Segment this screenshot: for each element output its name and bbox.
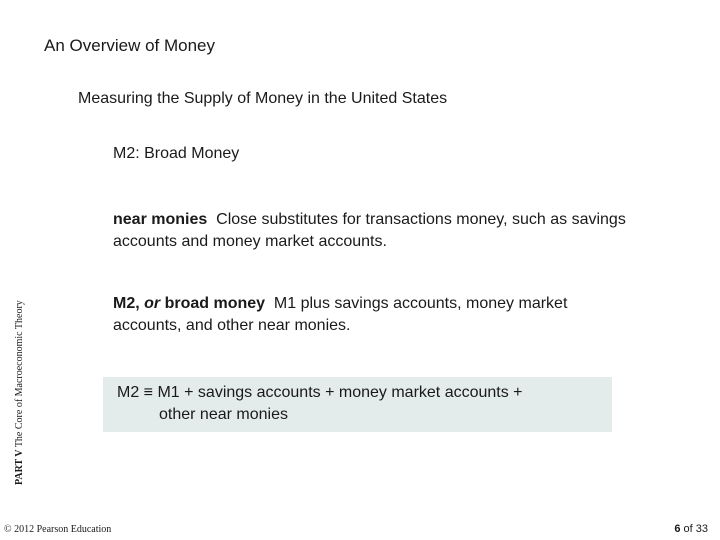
part-label: PART V bbox=[14, 449, 25, 485]
term-suffix: broad money bbox=[160, 295, 266, 312]
definition-term bbox=[113, 295, 265, 312]
slide-subtitle: Measuring the Supply of Money in the United States bbox=[78, 90, 448, 107]
definition-m2 bbox=[113, 293, 593, 337]
m2-formula bbox=[117, 382, 523, 426]
term-italic: or bbox=[144, 295, 161, 312]
definition-term: near monies bbox=[113, 211, 208, 228]
definition-text: M1 plus savings accounts, money market accounts, and other near monies. bbox=[113, 295, 568, 334]
page-current: 6 bbox=[674, 523, 681, 535]
definition-near-monies bbox=[113, 209, 633, 253]
slide-title: An Overview of Money bbox=[44, 36, 216, 55]
part-side-label bbox=[14, 300, 25, 485]
formula-line-2: other near monies bbox=[159, 406, 288, 423]
part-title: The Core of Macroeconomic Theory bbox=[14, 300, 25, 448]
section-heading: M2: Broad Money bbox=[113, 145, 240, 162]
page-total: of 33 bbox=[683, 523, 708, 535]
term-prefix: M2, bbox=[113, 295, 145, 312]
page-number bbox=[674, 523, 708, 535]
formula-line-1: M2 ≡ M1 + savings accounts + money market accounts + bbox=[117, 384, 523, 401]
copyright: © 2012 Pearson Education bbox=[4, 524, 112, 535]
definition-text: Close substitutes for transactions money, such as savings accounts and money market accounts. bbox=[113, 211, 626, 250]
